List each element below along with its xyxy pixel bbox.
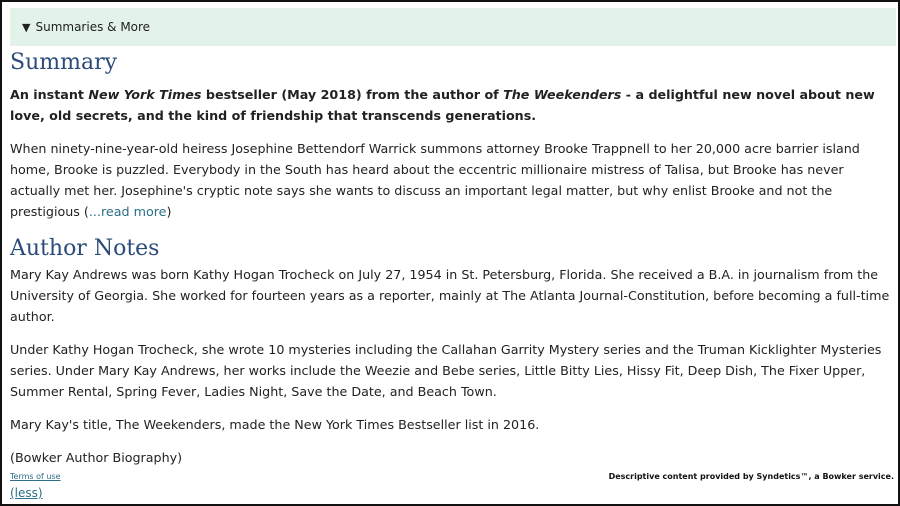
lead-text-2: bestseller (May 2018) from the author of (201, 87, 504, 102)
summary-close-paren: ) (166, 204, 172, 219)
lead-text-1: An instant (10, 87, 89, 102)
less-link[interactable]: (less) (10, 486, 43, 500)
summary-lead (10, 84, 890, 126)
author-source: (Bowker Author Biography) (10, 450, 183, 465)
lead-nyt: New York Times (88, 87, 202, 102)
author-notes-heading: Author Notes (10, 236, 160, 261)
author-paragraph: Mary Kay's title, The Weekenders, made the New York Times Bestseller list in 2016. (10, 417, 540, 432)
summaries-toggle[interactable] (10, 8, 896, 46)
author-paragraph: Mary Kay Andrews was born Kathy Hogan Trocheck on July 27, 1954 in St. Petersburg, Florida. She received a B.A. in journalism from the University of Georgia. She worked for fourteen years as a reporter, mainly at The Atlanta Journal-Constitution, before becoming a full-time author. (10, 267, 890, 324)
summary-body (10, 138, 890, 222)
lead-book-title: The Weekenders (503, 87, 622, 102)
terms-of-use-link[interactable]: Terms of use (10, 472, 61, 481)
read-more-link[interactable]: ...read more (88, 204, 167, 219)
summary-heading: Summary (10, 50, 118, 75)
summaries-toggle-label: Summaries & More (35, 20, 151, 34)
author-paragraph: Under Kathy Hogan Trocheck, she wrote 10 mysteries including the Callahan Garrity Mystery series and the Truman Kicklighter Mysteries series. Under Mary Kay Andrews, her works include the Weezie and Bebe series, Little Bitty Lies, Hissy Fit, Deep Dish, The Fixer Upper, Summer Rental, Spring Fever, Ladies Night, Save the Date, and Beach Town. (10, 342, 882, 399)
summary-body-text: When ninety-nine-year-old heiress Josephine Bettendorf Warrick summons attorney Brooke Trappnell to her 20,000 acre barrier island home, Brooke is puzzled. Everybody in the South has heard about the eccentric millionaire mistress of Talisa, but Brooke has never actually met her. Josephine's cryptic note says she wants to discuss an important legal matter, but why enlist Brooke and not the prestigious ( (10, 141, 860, 219)
triangle-down-icon: ▼ (22, 20, 31, 34)
main-content (10, 48, 890, 468)
lead-text-3: - a delightful new novel about new love, old secrets, and the kind of friendship that transcends generations. (10, 87, 875, 123)
provider-credit: Descriptive content provided by Syndetics™, a Bowker service. (608, 472, 894, 481)
